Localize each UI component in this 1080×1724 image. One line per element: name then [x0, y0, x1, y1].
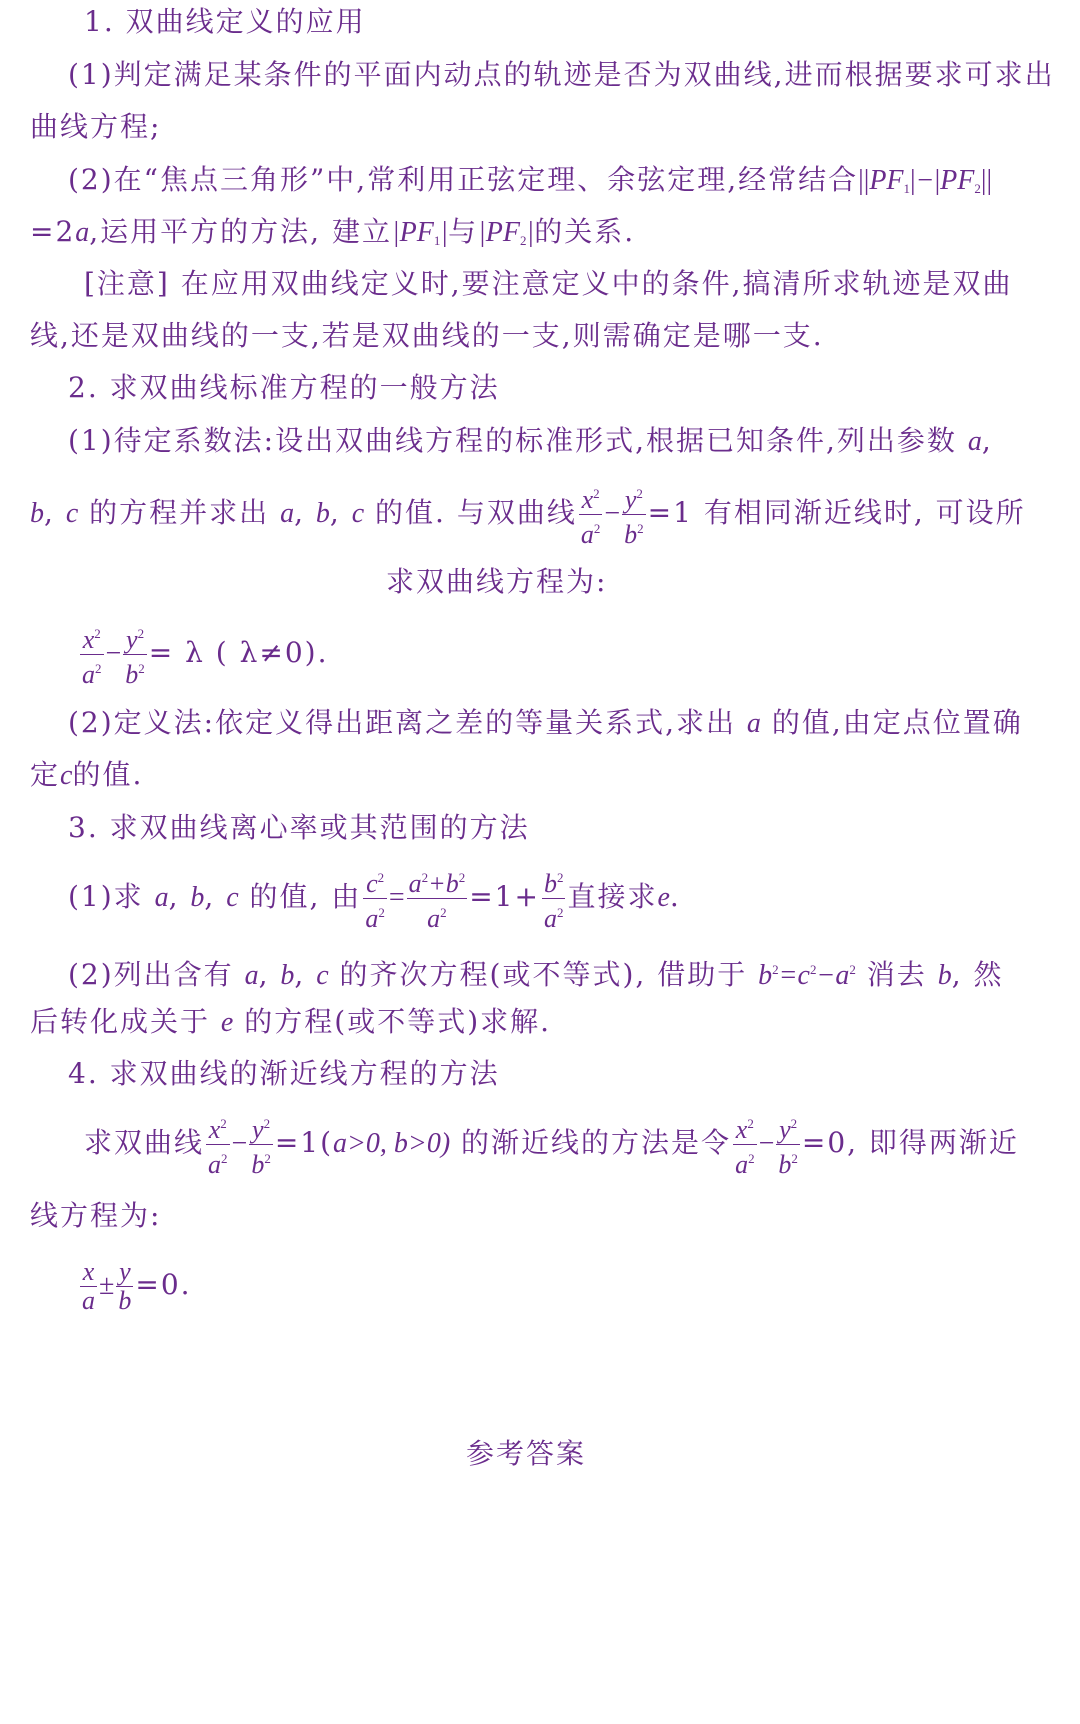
- section-3-title: 3. 求双曲线离心率或其范围的方法: [68, 811, 530, 844]
- section-2-para-2-line-1: [68, 703, 1023, 744]
- equation-lambda: $\frac{x^2}{a^2}$ − $\frac{y^2}{b^2}$ = λ ( λ≠0).: [78, 618, 328, 688]
- formula-abs-diff: $||PF_1|-|PF_2||$: [858, 165, 993, 196]
- text-span: = λ ( λ≠0).: [148, 636, 329, 669]
- note-line-2: 线,还是双曲线的一支,若是双曲线的一支,则需确定是哪一支.: [30, 319, 824, 352]
- fraction-x2-a2: $\frac{x^2}{a^2}$: [206, 1110, 230, 1179]
- text-span: 的值,由定点位置确: [771, 706, 1023, 739]
- formula-b2-c2-a2: $b^2=c^2-a^2$: [758, 960, 856, 991]
- section-2-para-1-line-3: 求双曲线方程为:: [386, 565, 608, 598]
- var-b: b: [30, 498, 44, 529]
- text-span: 的方程并求出: [89, 496, 270, 529]
- text-span: 的值. 与双曲线: [375, 496, 577, 529]
- section-1-para-1-line-1: (1)判定满足某条件的平面内动点的轨迹是否为双曲线,进而根据要求可求出: [68, 58, 1055, 91]
- text-span: ,运用平方的方法, 建立: [89, 215, 392, 248]
- section-1-title: 1. 双曲线定义的应用: [84, 5, 366, 38]
- text-span: 定: [30, 758, 61, 791]
- var-a: a: [967, 426, 982, 457]
- text-span: =0.: [135, 1268, 192, 1301]
- section-3-para-2-line-1: (2)列出含有 a, b, c 的齐次方程(或不等式), 借助于 $b^2=c^2-a^2$ 消去 b, 然: [68, 958, 1004, 991]
- text-span: , 然: [951, 958, 1004, 991]
- var-e: e: [220, 1007, 234, 1038]
- text-span: 与: [448, 215, 479, 248]
- section-3-para-1: (1)求 a, b, c 的值, 由 $\frac{c^2}{a^2}$ = $\frac{a^2+b^2}{a^2}$ =1+ $\frac{b^2}{a^2}$ 直接求e.: [68, 862, 681, 932]
- var-a: a: [244, 960, 259, 991]
- text-span: 的方程(或不等式)求解.: [244, 1005, 552, 1038]
- var-c: c: [65, 498, 79, 529]
- text-span: 的关系.: [534, 215, 636, 248]
- var-b: b: [190, 882, 205, 913]
- fraction-y2-b2: $\frac{y^2}{b^2}$: [776, 1110, 800, 1179]
- fraction-y2-b2: $\frac{y^2}{b^2}$: [123, 620, 147, 689]
- fraction-x2-a2: $\frac{x^2}{a^2}$: [733, 1110, 757, 1179]
- text-span: 求双曲线: [84, 1126, 205, 1159]
- text-span: 的渐近线的方法是令: [461, 1126, 732, 1159]
- var-c: c: [351, 498, 365, 529]
- fraction-x-a: $\frac{x}{a}$: [82, 1257, 95, 1315]
- section-2-para-1-line-2: b, c 的方程并求出 a, b, c 的值. 与双曲线 $\frac{x^2}{a^2}$ − $\frac{y^2}{b^2}$ =1 有相同渐近线时, 可设所: [30, 478, 1026, 548]
- formula-pf2: $|PF_2|$: [478, 217, 535, 248]
- var-b: b: [280, 960, 295, 991]
- var-c: c: [60, 760, 73, 791]
- text-span: 后转化成关于: [30, 1005, 211, 1038]
- text-span: =0, 即得两渐近: [801, 1126, 1019, 1159]
- fraction-a2b2-a2: $\frac{a^2+b^2}{a^2}$: [407, 864, 468, 933]
- text-span: =1(: [274, 1126, 334, 1159]
- fraction-x2-a2: $\frac{x^2}{a^2}$: [579, 480, 603, 549]
- text-span: 的值, 由: [249, 880, 362, 913]
- fraction-y2-b2: $\frac{y^2}{b^2}$: [622, 480, 646, 549]
- section-1-para-1-line-2: 曲线方程;: [30, 110, 162, 143]
- var-e: e: [657, 882, 670, 913]
- note-line-1: [注意] 在应用双曲线定义时,要注意定义中的条件,搞清所求轨迹是双曲: [84, 267, 1013, 300]
- text-span: 消去: [866, 958, 927, 991]
- section-4-title: 4. 求双曲线的渐近线方程的方法: [68, 1057, 500, 1090]
- text-span: =1+: [469, 880, 540, 913]
- text-span: (2)在“焦点三角形”中,常利用正弦定理、余弦定理,经常结合: [68, 163, 859, 196]
- text-span: 的齐次方程(或不等式), 借助于: [339, 958, 748, 991]
- text-span: (1)待定系数法:设出双曲线方程的标准形式,根据已知条件,列出参数: [68, 424, 957, 457]
- text-span: (1)求: [68, 880, 144, 913]
- equation-asymptote: $\frac{x}{a}$ ± $\frac{y}{b}$ =0.: [82, 1257, 192, 1315]
- section-2-para-2-line-2: [30, 755, 143, 796]
- text-span: (2)列出含有: [68, 958, 234, 991]
- var-c: c: [226, 882, 239, 913]
- fraction-b2-a2: $\frac{b^2}{a^2}$: [542, 864, 566, 933]
- var-a: a: [280, 498, 295, 529]
- condition-a-gt-0: a>0, b>0): [333, 1128, 451, 1159]
- footer-reference-answer: 参考答案: [466, 1437, 587, 1470]
- section-2-title: 2. 求双曲线标准方程的一般方法: [68, 371, 500, 404]
- fraction-y2-b2: $\frac{y^2}{b^2}$: [249, 1110, 273, 1179]
- text-span: =1 有相同渐近线时, 可设所: [647, 496, 1026, 529]
- var-a: a: [746, 708, 761, 739]
- text-span: (2)定义法:依定义得出距离之差的等量关系式,求出: [68, 706, 736, 739]
- fraction-y-b: $\frac{y}{b}$: [118, 1257, 132, 1315]
- section-4-para-1-line-1: 求双曲线 $\frac{x^2}{a^2}$ − $\frac{y^2}{b^2}$ =1(a>0, b>0) 的渐近线的方法是令 $\frac{x^2}{a^2}$ − $\frac{y^2}{b^2}$ =0, 即得两渐近: [84, 1108, 1019, 1178]
- section-4-para-1-line-2: 线方程为:: [30, 1199, 162, 1232]
- text-span: 直接求: [567, 880, 658, 913]
- section-1-para-2-line-2: [30, 212, 635, 261]
- text-span: 的值.: [72, 758, 144, 791]
- fraction-c2-a2: $\frac{c^2}{a^2}$: [363, 864, 387, 933]
- fraction-x2-a2: $\frac{x^2}{a^2}$: [80, 620, 104, 689]
- formula-pf1: $|PF_1|$: [391, 217, 449, 248]
- section-2-para-1-line-1: (1)待定系数法:设出双曲线方程的标准形式,根据已知条件,列出参数 a,: [68, 424, 993, 457]
- var-c: c: [316, 960, 329, 991]
- section-3-para-2-line-2: [30, 1002, 551, 1043]
- var-b: b: [315, 498, 330, 529]
- text-span: =2: [30, 215, 76, 248]
- section-1-para-2-line-1: [68, 160, 992, 209]
- var-b: b: [937, 960, 952, 991]
- var-a: a: [154, 882, 169, 913]
- var-a: a: [75, 217, 90, 248]
